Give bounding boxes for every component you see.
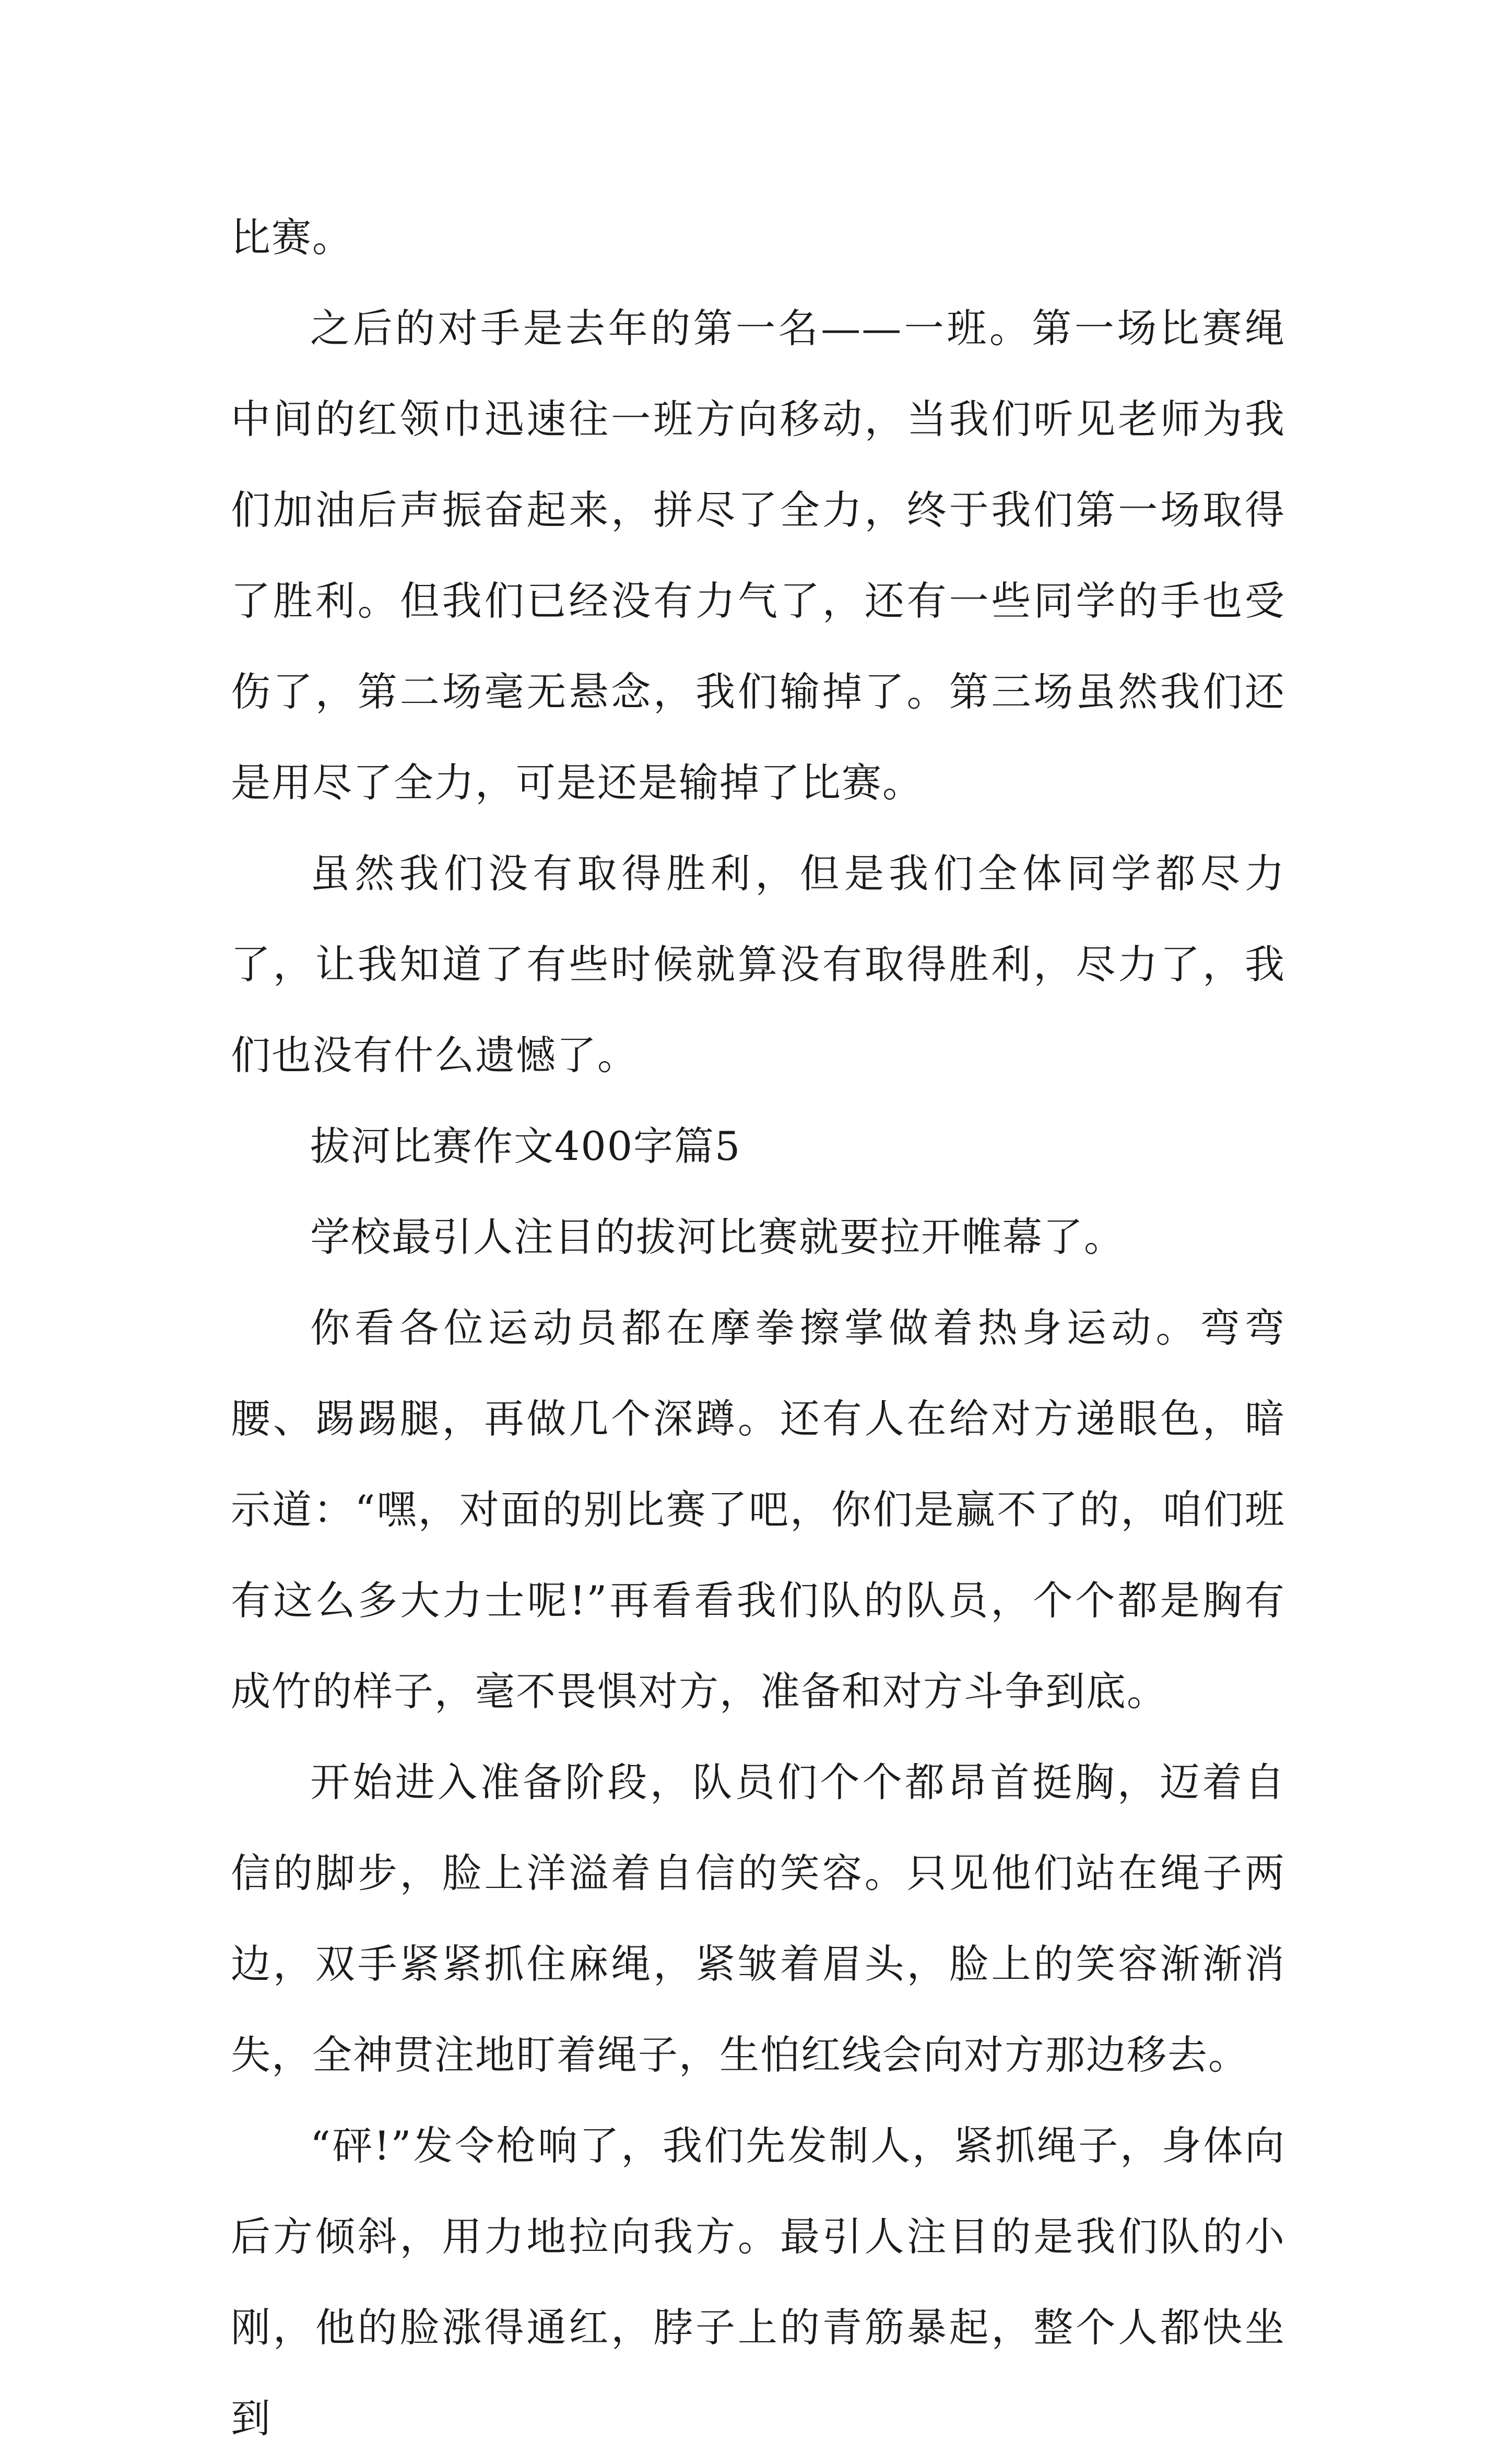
paragraph-2: 之后的对手是去年的第一名——一班。第一场比赛绳中间的红领巾迅速往一班方向移动，当我们听见老师为我们加油后声振奋起来，拼尽了全力，终于我们第一场取得了胜利。但我们已经没有力气了，还有一些同学的手也受伤了，第二场毫无悬念，我们输掉了。第三场虽然我们还是用尽了全力，可是还是输掉了比赛。 (231, 305, 1285, 806)
paragraph-8: “砰!”发令枪响了，我们先发制人，紧抓绳子，身体向后方倾斜，用力地拉向我方。最引人注目的是我们队的小刚，他的脸涨得通红，脖子上的青筋暴起，整个人都快坐到 (231, 2122, 1285, 2442)
document-body (231, 192, 1285, 2464)
paragraph-6: 你看各位运动员都在摩拳擦掌做着热身运动。弯弯腰、踢踢腿，再做几个深蹲。还有人在给对方递眼色，暗示道：“嘿，对面的别比赛了吧，你们是赢不了的，咱们班有这么多大力士呢!”再看看我们队的队员，个个都是胸有成竹的样子，毫不畏惧对方，准备和对方斗争到底。 (231, 1305, 1285, 1715)
section-heading: 拔河比赛作文400字篇5 (310, 1123, 741, 1169)
paragraph-1: 比赛。 (231, 214, 353, 261)
paragraph-7: 开始进入准备阶段，队员们个个都昂首挺胸，迈着自信的脚步，脸上洋溢着自信的笑容。只见他们站在绳子两边，双手紧紧抓住麻绳，紧皱着眉头，脸上的笑容渐渐消失，全神贯注地盯着绳子，生怕红线会向对方那边移去。 (231, 1759, 1285, 2078)
paragraph-5: 学校最引人注目的拔河比赛就要拉开帷幕了。 (310, 1214, 1125, 1260)
paragraph-3: 虽然我们没有取得胜利，但是我们全体同学都尽力了，让我知道了有些时候就算没有取得胜利，尽力了，我们也没有什么遗憾了。 (231, 850, 1285, 1078)
